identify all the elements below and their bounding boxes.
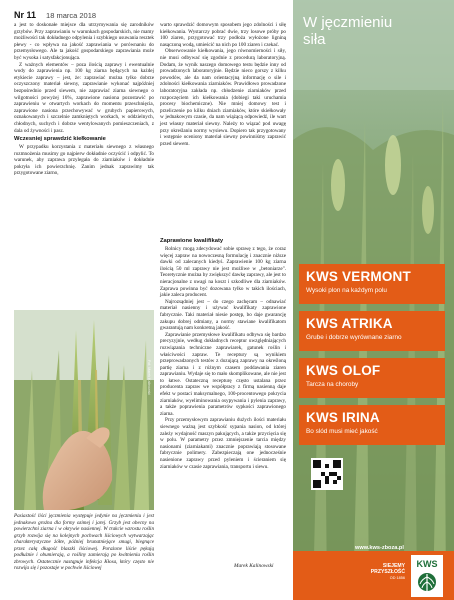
- page-header: [14, 5, 97, 20]
- photo-caption: Pasiastość liści jęczmienia występuje jedynie na jęczmieniu i jest jednakowo groźna dla formy ozimej i jarej. Grzyb jest obecny na powierzchni ziarna i w okrywie nasiennej. W trakcie wzrostu roślin grzyb rozwija się na kolejnych pochwach liściowych wytwarzając charakterystyczne żółte, później brunatniejące smugi, biegnące przez całą długość blaszki liściowej. Porażone liście pękają podłużnie i obumierają, a rośliny zamierają po kwitnieniu roślin zbrowych. Ostatecznie nastąpuje infekcja Kłosa, który często nie rozwija się i pozostaje w pochwie liściowej: [14, 513, 154, 571]
- product-tagline: Tarcza na choroby: [306, 381, 359, 388]
- author-signature: Marek Kalinowski: [234, 563, 274, 569]
- issue-number: Nr 11: [14, 10, 37, 20]
- paragraph: Najrozsądniej jest – do czego zachęcam – odnawiać materiał nasienny i używać kwalifikaty zaprawione fabrycznie. Taki materiał niesie postęp, bo daje gwarancję zakupu dobrej odmiany, a normy stawiane kwalifikatom gwarantują nam konkretną jakość.: [160, 298, 286, 332]
- article-column-2-top: [160, 22, 286, 147]
- paragraph: a jest to doskonałe miejsce dla utrzymywania się zarodników grzybów. Przy zaprawianiu w warunkach gospodarskich, nie mamy możliwości tak dokładnego odpylenia i szybkiego usuwania resztek płewy - co wpływa na jakość zaprawiania w porównaniu do przemysłowego. Ale ta jakość gospodarskiego zaprawiania może być wysoka i satysfakcjonująca.: [14, 22, 154, 61]
- svg-text:KWS: KWS: [416, 559, 438, 569]
- paragraph: Obserwowanie kiełkowania, jego równomierności i siły, nie musi odbywać się zgodnie z procedurą laboratoryjną. Dodam, że wynik naszego domowego testu będzie inny od prowadzonych laboratoryjnie. Będzie nieco gorszy z kilku powodów, ale da nam orientacyjną informację o sile i zdolności kiełkowania ziarniaków. Prawidłowo prowadzone laboratoryjna zakłada np. chłodzenie ziarniaków przed rozpoczęciem ich kiełkowania (dobiegi taki uruchamia procesy biochemiczne). Nie mniej domowy test i przeliczenie po kilku dniach ziarniaków, które skiełkowały w jednakowym czasie, da nam wiążącą odpowiedź, ile wart jest własny materiał siewny. Należy to wiązać pod uwagę przy określaniu normy wysiewu. Dopiero tak przygotowany i wstępnie oceniony materiał siewny powinniśmy zaprawić przed siewem.: [160, 48, 286, 147]
- barley-photo-illustration: [14, 310, 154, 510]
- product-kws-olof: [299, 358, 445, 398]
- barley-photo: [14, 310, 154, 510]
- photo-credit: Fot. Marek Kalinowski: [147, 360, 151, 396]
- slogan-since: OD 1856: [389, 576, 405, 580]
- kws-advertisement: [293, 0, 454, 600]
- product-kws-vermont: [299, 264, 445, 304]
- product-kws-atrika: [299, 311, 445, 351]
- product-tagline: Grube i dobrze wyrównane ziarno: [306, 334, 402, 341]
- article-column-1: [14, 22, 154, 177]
- ad-headline: [303, 14, 392, 48]
- paragraph: Przy przemysłowym zaprawianiu dużych ilości materiału siewnego ważną jest szybkość sypania nasion, od której zależy wydajność maszyn pakujących, a także przycięcia się w polu. W parametry przez zmniejszenie tarcia między nasionami (ziarniakami) znacznie poprawiają stosowane fabrycznie polimery. Zabezpieczają one jednocześnie nasienione zaprawy przed pyleniem i ścieraniem się ziarniaków w czasie zaprawiania, transportu i siewu.: [160, 417, 286, 470]
- product-name: KWS ATRIKA: [306, 316, 393, 331]
- section-heading: Wczesniej sprawdzić kiełkowanie: [14, 136, 106, 143]
- kws-footer-band: [293, 551, 454, 600]
- issue-date: 18 marca 2018: [46, 11, 97, 20]
- product-tagline: Bo slód musi mieć jakość: [306, 428, 378, 435]
- paragraph: W przypadku korzystania z materiału siewnego z własnego rozmnożenia musimy go najpierw dokładnie oczyścić i odpylić. To warunek, aby zaprawa przylegała do ziarniaków i dokładnie pokryła ich powierzchnię. Zanim jednak zaprawimy tak przygotowane ziarno,: [14, 144, 154, 177]
- ad-headline-line2: siła: [303, 31, 326, 48]
- paragraph: warto sprawdzić domowym sposobem jego zdolności i siłę kiełkowania. Wystarczy pobrać dwie, trzy losowe próby po 100 ziaren, przygotować trzy podłoża wyłożone ligniną nasączoną wodą, umieścić na nich po 100 ziaren i czekać.: [160, 22, 286, 48]
- product-name: KWS IRINA: [306, 410, 380, 425]
- section-heading: Zaprawione kwalifikaty: [160, 238, 224, 244]
- slogan-line2: PRZYSZŁOŚĆ: [370, 569, 405, 575]
- product-name: KWS OLOF: [306, 363, 381, 378]
- ad-website-link[interactable]: www.kws-zboza.pl: [355, 545, 404, 551]
- paragraph: Zaprawianie przemysłowe kwalifikatu odbywa się bardzo precyzyjnie, według dokładnych receptur uwzględniających rozwiązania techniczne zaprawiarek, gatunek roślin i właściwości zapraw. Te receptury są wynikiem przeprowadzonych testów z dozującą zaprawy na określoną partię ziarna i z różnym czasem poddawania ziaren zaprawianiu. Wydaje się to mało skomplikowane, ale nie jest to łatwe. Ostateczną recepturę często ustalana przez producenta zapraw we współpracy z firmą nasienną daje efekt w postaci maksymalnego, 100-procentowego pokrycia ziarniaków, wyeliminowania osypywania i pylenia zaprawy, a także poprawienia parametrów sypkości zaprawionego ziarna.: [160, 331, 286, 417]
- qr-code-icon[interactable]: [311, 458, 343, 490]
- kws-logo-icon: [411, 555, 443, 597]
- product-tagline: Wysoki plon na każdym polu: [306, 287, 387, 294]
- slogan-line1: SIEJEMY: [382, 563, 405, 569]
- paragraph: Rolnicy mogą zdecydować sobie sprawę z tego, że coraz więcej zapraw na nowoczesną formulację i znacznie niższe dawki od zalecanych kiedyś. Zaprawienie 100 kg ziarna ilością 50 ml zaprawy nie jest możliwe w „betoniarze". Teoretycznie można by zwiększyć dawkę zaprawy, ale jest to nieracjonalne z uwagi na koszt i szkodliwe dla ziarniaków. Zaprawa powinna być dozowana tylko w takich ilościach, jakie zaleca producent.: [160, 246, 286, 299]
- paragraph: Z ważnych elementów – poza ilością zaprawy i ewentualnie wody do zaprawienia np. 100 kg ziarna będących na każdej etykiecie zaprawy – jest, że: zaprawiać można tylko dobrze oczyszczony materiał siewny, zaprawianie wykonać najpóźniej bezpośrednio przed siewem, nie zaprawiać ziarna siewnego o wilgotności powyżej 16%, zaprawione nasiona pozostawić po zaprawieniu w otwartych workach do momentu przeschnięcia, zaprawione nasiona przechowywać w grubych papierowych, oznakowanych i szczelnie zamkniętych workach, w oddzielnych, chłodnych, suchych i dobrze wentylowanych pomieszczeniach, z dala od żywności i pasz.: [14, 61, 154, 134]
- ad-headline-line1: W jęczmieniu: [303, 14, 393, 31]
- qr-pattern: [313, 460, 341, 488]
- product-kws-irina: [299, 405, 445, 445]
- ad-slogan: [359, 563, 405, 581]
- article-column-2-bottom: [160, 236, 286, 470]
- product-name: KWS VERMONT: [306, 269, 411, 284]
